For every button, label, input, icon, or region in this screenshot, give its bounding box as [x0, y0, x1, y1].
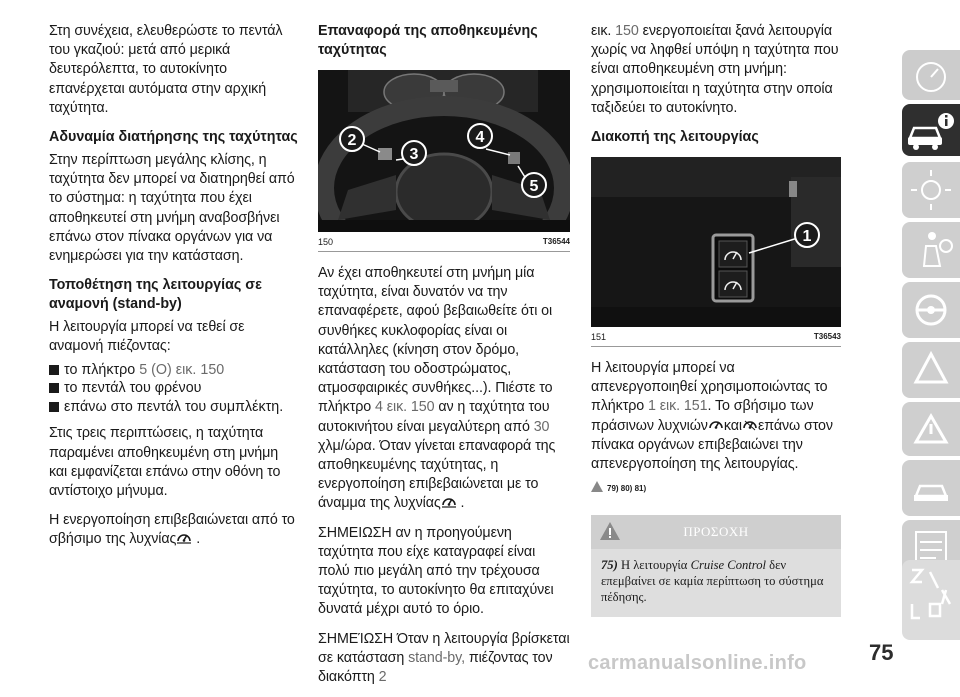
list-item-text: επάνω στο πεντάλ του συμπλέκτη. [64, 398, 284, 415]
warning-text: 75) Η λειτουργία Cruise Control δεν επεμβαίνει σε καμία περίπτωση το σύστημα πέδησης. [591, 549, 841, 617]
warning-box [591, 515, 841, 617]
paragraph-intro: Στη συνέχεια, ελευθερώστε το πεντάλ του γκαζιού: μετά από μερικά δευτερόλεπτα, το αυτοκίνητο επανέρχεται αυτόματα στην αρχική ταχύτητα. [49, 23, 283, 116]
emergency-icon [902, 402, 960, 456]
callout-overlay [318, 70, 570, 232]
heading-stop: Διακοπή της λειτουργίας [591, 129, 759, 146]
light-sun-icon [902, 162, 960, 218]
watermark: carmanualsonline.info [588, 652, 807, 674]
dashboard-gauge-icon [902, 50, 960, 100]
tab-driving[interactable] [902, 282, 960, 338]
paragraph-note-2: ΣΗΜΕΊΩΣΗ Όταν η λειτουργία βρίσκεται σε κατάσταση stand-by, πιέζοντας τον διακόπτη 2 [318, 630, 570, 686]
warning-header [591, 515, 841, 549]
figure-number: 150 [318, 237, 334, 247]
svg-text:1: 1 [802, 228, 812, 246]
tab-maintenance[interactable] [902, 460, 960, 516]
bullet-square-icon [49, 365, 59, 375]
figure-150-caption [318, 232, 570, 252]
wrench-car-icon [902, 460, 960, 516]
list-item [49, 379, 299, 398]
tab-warning[interactable] [902, 342, 960, 398]
svg-text:2: 2 [347, 132, 357, 149]
list-item [49, 361, 299, 380]
callout-3 [402, 141, 426, 165]
car-info-icon [902, 104, 960, 156]
warning-references: 79) 80) 81) [607, 484, 841, 493]
speedometer-lamp-icon [176, 531, 192, 544]
callout-5 [522, 173, 546, 197]
warning-triangle-icon [902, 342, 960, 398]
speedometer-lamp-icon [441, 495, 457, 508]
list-item-ref: 5 (O) εικ. 150 [139, 361, 225, 378]
steering-wheel-icon [902, 282, 960, 338]
list-item-text: το πεντάλ του φρένου [64, 380, 202, 397]
tab-index[interactable] [902, 560, 960, 640]
speedometer-lamp-icon [708, 418, 724, 431]
figure-151-control-panel [591, 157, 841, 327]
bullet-square-icon [49, 402, 59, 412]
paragraph-restore: Αν έχει αποθηκευτεί στη μνήμη μία ταχύτητα, είναι δυνατόν να την επαναφέρετε, αφού βεβαιωθείτε ότι οι συνθήκες κυκλοφορίας είναι οι κατάλληλες (κίνηση στον δρόμο, κατάσταση του οδοστρώματος, ατμοσφαιρικές συνθήκες...). Πιέστε το πλήκτρο 4 εικ. 150 αν η ταχύτητα του αυτοκινήτου είναι μεγαλύτερη από 30 χλμ/ώρα. Όταν γίνεται επαναφορά της αποθηκευμένης ταχύτητας, η ενεργοποίηση επιβεβαιώνεται με το άναμμα της λυχνίας . [318, 265, 556, 512]
tab-safety[interactable] [902, 222, 960, 278]
alphabetical-index-icon [902, 560, 960, 640]
warning-triangle-icon [599, 521, 621, 541]
svg-text:5: 5 [529, 178, 539, 195]
tab-dashboard[interactable] [902, 50, 960, 100]
heading-standby: Τοποθέτηση της λειτουργίας σε αναμονή (stand-by) [49, 277, 262, 313]
paragraph-deactivate: Η λειτουργία μπορεί να απενεργοποιηθεί χρησιμοποιώντας το πλήκτρο 1 εικ. 151. Το σβήσιμο των πράσινων λυχνιών και επάνω στον πίνακα οργάνων επιβεβαιώνει την απενεργοποίηση της λειτουργίας. [591, 360, 833, 473]
warning-title: ΠΡΟΣΟΧΗ [683, 524, 749, 540]
callout-1 [795, 223, 819, 247]
speed-limiter-lamp-icon [742, 418, 758, 431]
tab-emergency[interactable] [902, 402, 960, 456]
callout-2 [340, 127, 364, 151]
page-number: 75 [869, 640, 894, 665]
heading-inability: Αδυναμία διατήρησης της ταχύτητας [49, 129, 298, 146]
standby-list [49, 361, 299, 417]
tab-lights[interactable] [902, 162, 960, 218]
callout-4 [468, 124, 492, 148]
list-item [49, 398, 299, 417]
paragraph-standby: Η λειτουργία μπορεί να τεθεί σε αναμονή πιέζοντας: [49, 319, 245, 355]
figure-151-caption [591, 327, 841, 347]
figure-code: T36544 [542, 237, 570, 246]
figure-150-steering-wheel [318, 70, 570, 232]
column-3 [591, 22, 841, 617]
figure-code: T36543 [813, 332, 841, 342]
svg-text:3: 3 [409, 146, 419, 163]
tab-getting-to-know-car[interactable] [902, 104, 960, 156]
paragraph-three-cases: Στις τρεις περιπτώσεις, η ταχύτητα παραμένει αποθηκευμένη στη μνήμη και εμφανίζεται επάνω στην οθόνη το αντίστοιχο μήνυμα. [49, 425, 281, 500]
airbag-seat-icon [902, 222, 960, 278]
paragraph-confirm: Η ενεργοποίηση επιβεβαιώνεται από το σβήσιμο της λυχνίας . [49, 512, 295, 548]
callout-overlay [591, 157, 841, 327]
heading-restore: Επαναφορά της αποθηκευμένης ταχύτητας [318, 23, 538, 58]
paragraph-note-1: ΣΗΜΕΙΩΣΗ αν η προηγούμενη ταχύτητα που είχε καταγραφεί είναι πολύ πιο μεγάλη από την τρέχουσα ταχύτητα, το αυτοκίνητο θα επιταχύνει δυνατά μέχρι αυτό το όριο. [318, 524, 554, 618]
bullet-square-icon [49, 383, 59, 393]
list-item-text: το πλήκτρο [64, 361, 140, 378]
paragraph-continued: εικ. 150 ενεργοποιείται ξανά λειτουργία χωρίς να ληφθεί υπόψη η ταχύτητα που είναι αποθηκευμένη στη μνήμη: χρησιμοποιείται η ταχύτητα στην οποία ταξιδεύει το αυτοκίνητο. [591, 23, 839, 116]
column-1 [49, 22, 299, 560]
paragraph-inability: Στην περίπτωση μεγάλης κλίσης, η ταχύτητα δεν μπορεί να διατηρηθεί από το σύστημα: η ταχύτητα που έχει αποθηκευτεί στη μνήμη αναβοσβήνει επάνω στον πίνακα οργάνων για να ενημερώσει για την κατάσταση. [49, 152, 295, 265]
svg-text:4: 4 [475, 129, 485, 146]
figure-number: 151 [591, 332, 607, 343]
column-2 [318, 22, 570, 697]
